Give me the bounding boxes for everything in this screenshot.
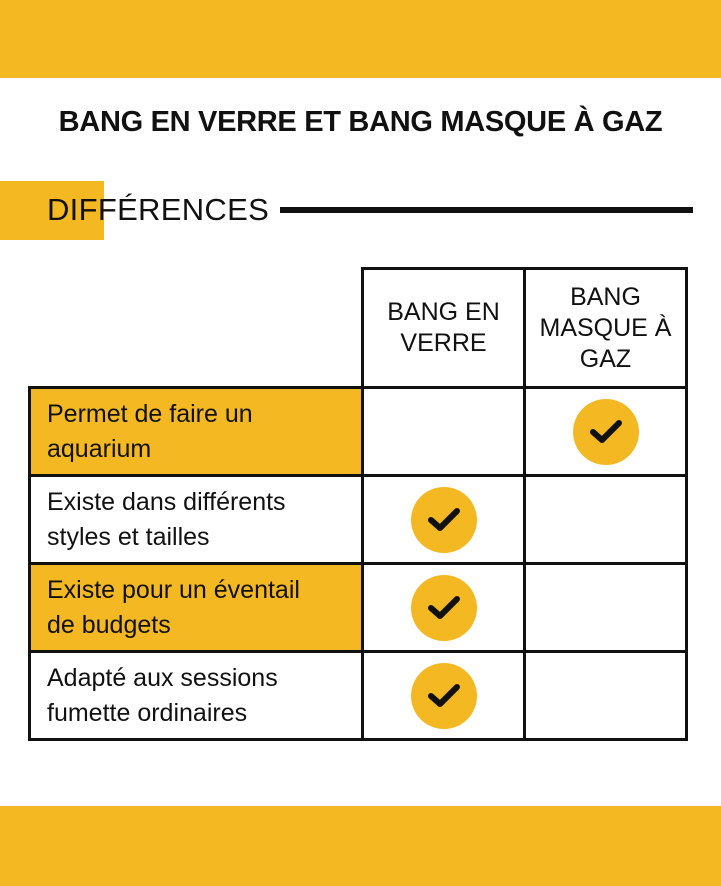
- column-header-glass-bang: [361, 267, 526, 389]
- cell-glass-bang: [361, 650, 526, 741]
- cell-gas-mask-bang: [523, 562, 688, 653]
- section-title: DIFFÉRENCES: [47, 192, 270, 227]
- cell-glass-bang: [361, 386, 526, 477]
- check-glyph: [589, 419, 623, 445]
- section-divider: [280, 207, 693, 213]
- row-label: [28, 562, 364, 653]
- row-label: [28, 650, 364, 741]
- cell-glass-bang: [361, 474, 526, 565]
- check-glyph: [427, 683, 461, 709]
- cell-gas-mask-bang: [523, 650, 688, 741]
- column-header-label: BANG EN VERRE: [387, 298, 500, 357]
- row-label-text: Existe dans différents styles et tailles: [47, 487, 286, 551]
- check-icon: [411, 575, 477, 641]
- check-icon: [573, 399, 639, 465]
- top-accent-band: [0, 0, 721, 78]
- row-label: [28, 386, 364, 477]
- check-icon: [411, 487, 477, 553]
- bottom-accent-band: [0, 806, 721, 886]
- check-glyph: [427, 507, 461, 533]
- check-glyph: [427, 595, 461, 621]
- column-header-label: BANG MASQUE À GAZ: [539, 282, 672, 373]
- row-label-text: Adapté aux sessions fumette ordinaires: [47, 663, 278, 727]
- cell-gas-mask-bang: [523, 474, 688, 565]
- page-title: BANG EN VERRE ET BANG MASQUE À GAZ: [58, 106, 663, 138]
- row-label-text: Existe pour un éventail de budgets: [47, 575, 300, 639]
- row-label: [28, 474, 364, 565]
- cell-gas-mask-bang: [523, 386, 688, 477]
- cell-glass-bang: [361, 562, 526, 653]
- row-label-text: Permet de faire un aquarium: [47, 399, 253, 463]
- check-icon: [411, 663, 477, 729]
- column-header-gas-mask-bang: [523, 267, 688, 389]
